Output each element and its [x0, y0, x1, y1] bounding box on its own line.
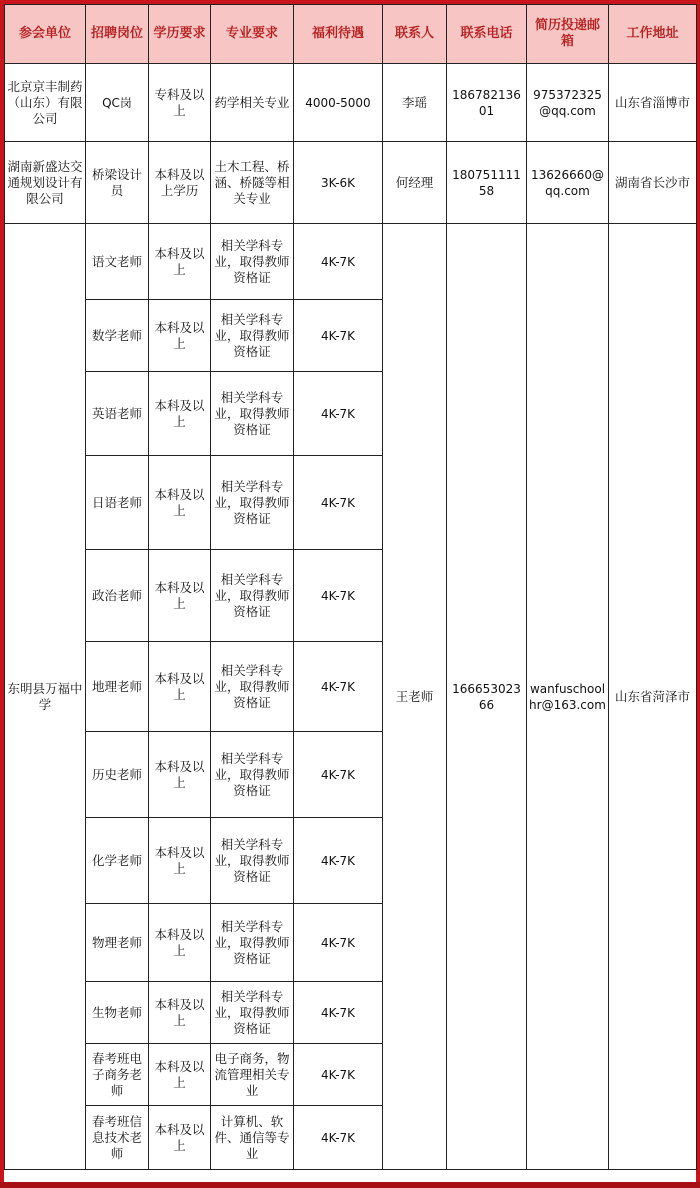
company-name: 北京京丰制药（山东）有限公司 — [5, 64, 86, 142]
job-salary: 4K-7K — [294, 456, 383, 550]
contact-phone: 16665302366 — [447, 224, 527, 1170]
job-major: 相关学科专业，取得教师资格证 — [211, 550, 294, 642]
job-major: 相关学科专业，取得教师资格证 — [211, 818, 294, 904]
job-major: 计算机、软件、通信等专业 — [211, 1106, 294, 1170]
job-salary: 4K-7K — [294, 642, 383, 732]
job-education: 本科及以上 — [149, 642, 211, 732]
job-salary: 3K-6K — [294, 142, 383, 224]
job-position: 日语老师 — [86, 456, 149, 550]
contact-name: 王老师 — [383, 224, 447, 1170]
job-salary: 4K-7K — [294, 550, 383, 642]
header-contact: 联系人 — [383, 5, 447, 64]
job-major: 相关学科专业，取得教师资格证 — [211, 732, 294, 818]
job-position: 春考班信息技术老师 — [86, 1106, 149, 1170]
header-address: 工作地址 — [609, 5, 697, 64]
table-row — [5, 142, 697, 224]
company-name: 湖南新盛达交通规划设计有限公司 — [5, 142, 86, 224]
bottom-decorative-strip — [0, 1182, 700, 1188]
contact-email: 13626660@qq.com — [527, 142, 609, 224]
job-education: 本科及以上 — [149, 300, 211, 372]
contact-email: wanfuschoolhr@163.com — [527, 224, 609, 1170]
header-education: 学历要求 — [149, 5, 211, 64]
job-salary: 4K-7K — [294, 732, 383, 818]
contact-phone: 18678213601 — [447, 64, 527, 142]
job-major: 电子商务，物流管理相关专业 — [211, 1044, 294, 1106]
job-position: 桥梁设计员 — [86, 142, 149, 224]
job-education: 本科及以上 — [149, 982, 211, 1044]
header-email: 简历投递邮箱 — [527, 5, 609, 64]
job-major: 相关学科专业，取得教师资格证 — [211, 982, 294, 1044]
job-education: 本科及以上 — [149, 732, 211, 818]
job-position: 政治老师 — [86, 550, 149, 642]
header-major: 专业要求 — [211, 5, 294, 64]
contact-name: 李瑶 — [383, 64, 447, 142]
job-position: 物理老师 — [86, 904, 149, 982]
contact-email: 975372325@qq.com — [527, 64, 609, 142]
contact-phone: 18075111158 — [447, 142, 527, 224]
job-salary: 4000-5000 — [294, 64, 383, 142]
job-position: QC岗 — [86, 64, 149, 142]
work-address: 山东省菏泽市 — [609, 224, 697, 1170]
job-education: 本科及以上 — [149, 818, 211, 904]
company-name: 东明县万福中学 — [5, 224, 86, 1170]
job-major: 药学相关专业 — [211, 64, 294, 142]
job-salary: 4K-7K — [294, 1106, 383, 1170]
job-salary: 4K-7K — [294, 904, 383, 982]
job-education: 本科及以上 — [149, 1044, 211, 1106]
job-education: 专科及以上 — [149, 64, 211, 142]
job-table-frame — [4, 4, 696, 1182]
work-address: 湖南省长沙市 — [609, 142, 697, 224]
job-salary: 4K-7K — [294, 224, 383, 300]
job-education: 本科及以上 — [149, 224, 211, 300]
job-major: 相关学科专业，取得教师资格证 — [211, 642, 294, 732]
work-address: 山东省淄博市 — [609, 64, 697, 142]
job-education: 本科及以上 — [149, 550, 211, 642]
header-row — [5, 5, 697, 64]
header-phone: 联系电话 — [447, 5, 527, 64]
job-major: 土木工程、桥涵、桥隧等相关专业 — [211, 142, 294, 224]
job-education: 本科及以上学历 — [149, 142, 211, 224]
job-education: 本科及以上 — [149, 456, 211, 550]
job-salary: 4K-7K — [294, 300, 383, 372]
table-row — [5, 64, 697, 142]
job-position: 生物老师 — [86, 982, 149, 1044]
job-major: 相关学科专业，取得教师资格证 — [211, 456, 294, 550]
job-education: 本科及以上 — [149, 904, 211, 982]
job-major: 相关学科专业，取得教师资格证 — [211, 372, 294, 456]
job-major: 相关学科专业，取得教师资格证 — [211, 904, 294, 982]
job-position: 历史老师 — [86, 732, 149, 818]
job-position: 语文老师 — [86, 224, 149, 300]
job-education: 本科及以上 — [149, 1106, 211, 1170]
job-position: 英语老师 — [86, 372, 149, 456]
job-table — [4, 4, 697, 1170]
job-position: 数学老师 — [86, 300, 149, 372]
job-major: 相关学科专业，取得教师资格证 — [211, 224, 294, 300]
job-major: 相关学科专业，取得教师资格证 — [211, 300, 294, 372]
job-position: 化学老师 — [86, 818, 149, 904]
job-salary: 4K-7K — [294, 982, 383, 1044]
job-salary: 4K-7K — [294, 372, 383, 456]
table-row — [5, 224, 697, 300]
contact-name: 何经理 — [383, 142, 447, 224]
header-company: 参会单位 — [5, 5, 86, 64]
job-position: 地理老师 — [86, 642, 149, 732]
job-education: 本科及以上 — [149, 372, 211, 456]
header-salary: 福利待遇 — [294, 5, 383, 64]
header-position: 招聘岗位 — [86, 5, 149, 64]
job-salary: 4K-7K — [294, 1044, 383, 1106]
job-position: 春考班电子商务老师 — [86, 1044, 149, 1106]
job-salary: 4K-7K — [294, 818, 383, 904]
